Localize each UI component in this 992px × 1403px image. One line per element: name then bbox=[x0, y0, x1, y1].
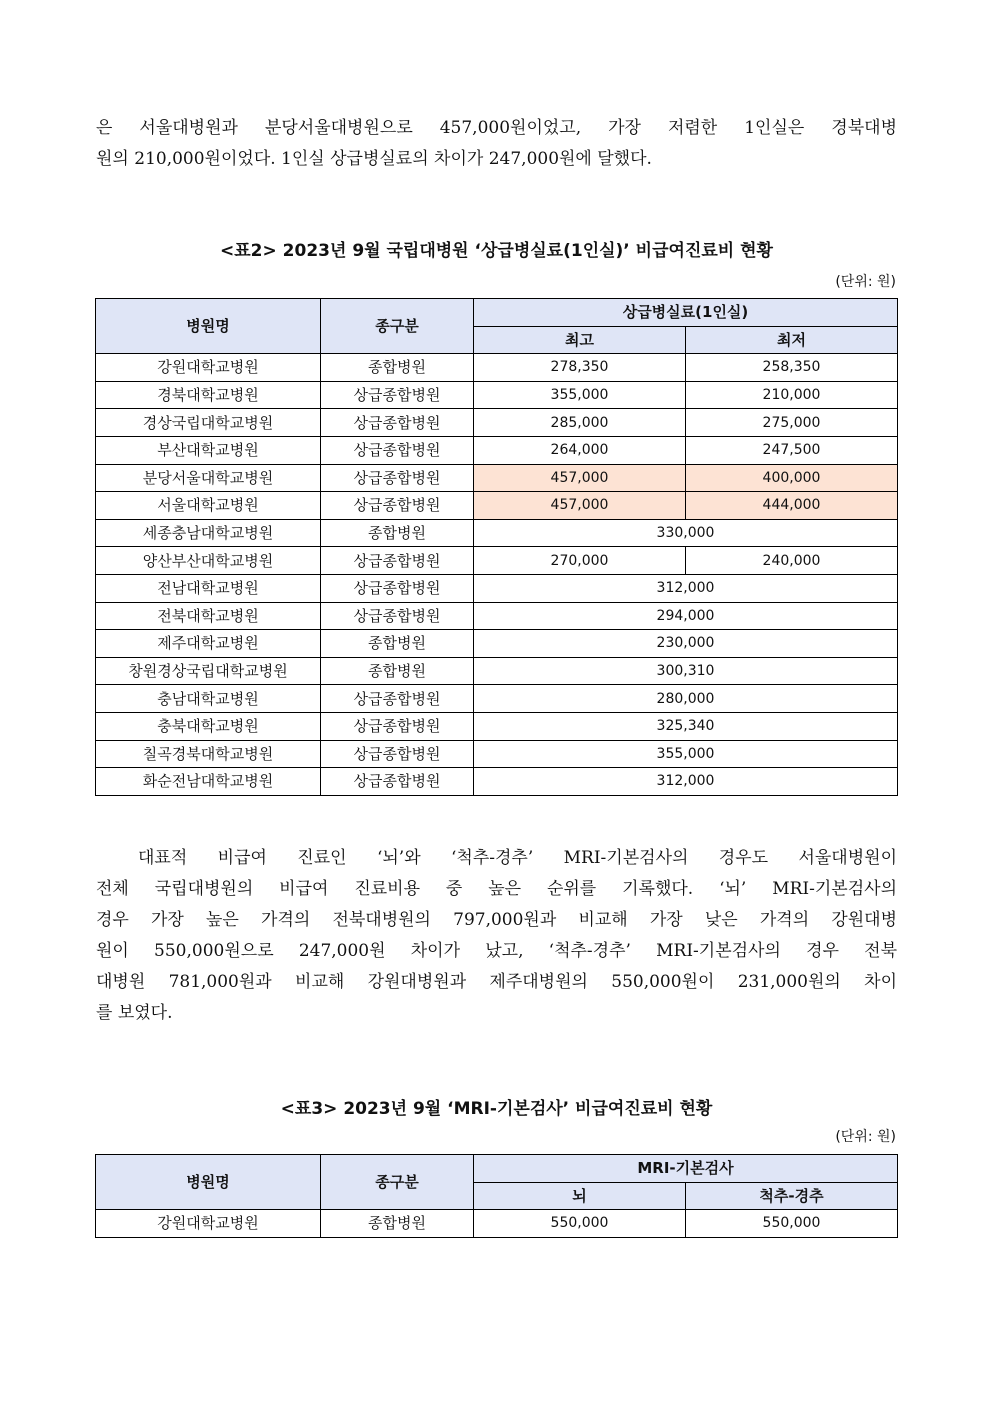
paragraph-line: 대표적 비급여 진료인 ‘뇌’와 ‘척추-경추’ MRI-기본검사의 경우도 서울대병원이 bbox=[96, 848, 897, 868]
hospital-name-cell: 경북대학교병원 bbox=[96, 381, 321, 409]
hospital-name-cell: 칠곡경북대학교병원 bbox=[96, 740, 321, 768]
hospital-type-cell: 상급종합병원 bbox=[321, 547, 474, 575]
hospital-type-cell: 종합병원 bbox=[321, 519, 474, 547]
table-row bbox=[96, 492, 898, 520]
fee-cell: 294,000 bbox=[474, 602, 898, 630]
fee-cell: 230,000 bbox=[474, 630, 898, 658]
table3-mri bbox=[95, 1154, 898, 1238]
table-row bbox=[96, 685, 898, 713]
min-fee-cell: 444,000 bbox=[686, 492, 898, 520]
table-row bbox=[96, 519, 898, 547]
hospital-type-cell: 상급종합병원 bbox=[321, 768, 474, 796]
table-row bbox=[96, 436, 898, 464]
table-row bbox=[96, 381, 898, 409]
fee-cell: 312,000 bbox=[474, 768, 898, 796]
header-min: 최저 bbox=[686, 326, 898, 354]
hospital-name-cell: 전북대학교병원 bbox=[96, 602, 321, 630]
table-row bbox=[96, 354, 898, 382]
header-spine: 척추-경추 bbox=[686, 1182, 898, 1210]
table-row bbox=[96, 712, 898, 740]
brain-fee-cell: 550,000 bbox=[474, 1210, 686, 1238]
table2-room-fee bbox=[95, 298, 898, 796]
table3-caption: <표3> 2023년 9월 ‘MRI-기본검사’ 비급여진료비 현황 bbox=[280, 1099, 713, 1119]
table-row bbox=[96, 547, 898, 575]
hospital-type-cell: 상급종합병원 bbox=[321, 436, 474, 464]
min-fee-cell: 400,000 bbox=[686, 464, 898, 492]
fee-cell: 330,000 bbox=[474, 519, 898, 547]
table-row bbox=[96, 740, 898, 768]
hospital-name-cell: 제주대학교병원 bbox=[96, 630, 321, 658]
hospital-type-cell: 상급종합병원 bbox=[321, 712, 474, 740]
table2-body bbox=[96, 354, 898, 796]
hospital-name-cell: 분당서울대학교병원 bbox=[96, 464, 321, 492]
header-type: 종구분 bbox=[321, 299, 474, 354]
fee-cell: 355,000 bbox=[474, 740, 898, 768]
hospital-name-cell: 부산대학교병원 bbox=[96, 436, 321, 464]
header-brain: 뇌 bbox=[474, 1182, 686, 1210]
table-row bbox=[96, 574, 898, 602]
hospital-name-cell: 충남대학교병원 bbox=[96, 685, 321, 713]
min-fee-cell: 275,000 bbox=[686, 409, 898, 437]
fee-cell: 312,000 bbox=[474, 574, 898, 602]
spine-fee-cell: 550,000 bbox=[686, 1210, 898, 1238]
max-fee-cell: 264,000 bbox=[474, 436, 686, 464]
paragraph-line: 전체 국립대병원의 비급여 진료비용 중 높은 순위를 기록했다. ‘뇌’ MRI-기본검사의 bbox=[96, 879, 897, 899]
hospital-type-cell: 상급종합병원 bbox=[321, 381, 474, 409]
max-fee-cell: 278,350 bbox=[474, 354, 686, 382]
min-fee-cell: 240,000 bbox=[686, 547, 898, 575]
hospital-name-cell: 양산부산대학교병원 bbox=[96, 547, 321, 575]
fee-cell: 300,310 bbox=[474, 657, 898, 685]
paragraph-line: 원의 210,000원이었다. 1인실 상급병실료의 차이가 247,000원에 달했다. bbox=[96, 149, 652, 169]
table2-unit: (단위: 원) bbox=[835, 274, 896, 290]
fee-cell: 280,000 bbox=[474, 685, 898, 713]
hospital-name-cell: 세종충남대학교병원 bbox=[96, 519, 321, 547]
table-row bbox=[96, 464, 898, 492]
table-row bbox=[96, 768, 898, 796]
hospital-name-cell: 강원대학교병원 bbox=[96, 1210, 321, 1238]
table2-caption: <표2> 2023년 9월 국립대병원 ‘상급병실료(1인실)’ 비급여진료비 현황 bbox=[220, 241, 773, 261]
table-row bbox=[96, 409, 898, 437]
table-row bbox=[96, 1210, 898, 1238]
mri-paragraph bbox=[96, 843, 897, 1029]
paragraph-line: 경우 가장 높은 가격의 전북대병원의 797,000원과 비교해 가장 낮은 가격의 강원대병 bbox=[96, 910, 897, 930]
hospital-type-cell: 종합병원 bbox=[321, 630, 474, 658]
hospital-type-cell: 상급종합병원 bbox=[321, 464, 474, 492]
table-row bbox=[96, 657, 898, 685]
intro-paragraph bbox=[96, 113, 897, 175]
hospital-type-cell: 상급종합병원 bbox=[321, 409, 474, 437]
hospital-name-cell: 강원대학교병원 bbox=[96, 354, 321, 382]
hospital-name-cell: 충북대학교병원 bbox=[96, 712, 321, 740]
max-fee-cell: 355,000 bbox=[474, 381, 686, 409]
header-hospital: 병원명 bbox=[96, 299, 321, 354]
min-fee-cell: 258,350 bbox=[686, 354, 898, 382]
hospital-name-cell: 화순전남대학교병원 bbox=[96, 768, 321, 796]
max-fee-cell: 270,000 bbox=[474, 547, 686, 575]
hospital-name-cell: 서울대학교병원 bbox=[96, 492, 321, 520]
table3-unit: (단위: 원) bbox=[835, 1129, 896, 1145]
hospital-type-cell: 종합병원 bbox=[321, 354, 474, 382]
table3-body bbox=[96, 1210, 898, 1238]
table-row bbox=[96, 630, 898, 658]
hospital-type-cell: 상급종합병원 bbox=[321, 602, 474, 630]
fee-cell: 325,340 bbox=[474, 712, 898, 740]
paragraph-line: 원이 550,000원으로 247,000원 차이가 났고, ‘척추-경추’ MRI-기본검사의 경우 전북 bbox=[96, 941, 897, 961]
hospital-type-cell: 상급종합병원 bbox=[321, 492, 474, 520]
paragraph-line: 를 보였다. bbox=[96, 1003, 173, 1023]
paragraph-line: 은 서울대병원과 분당서울대병원으로 457,000원이었고, 가장 저렴한 1인실은 경북대병 bbox=[96, 118, 897, 138]
max-fee-cell: 457,000 bbox=[474, 492, 686, 520]
header-hospital: 병원명 bbox=[96, 1155, 321, 1210]
hospital-name-cell: 전남대학교병원 bbox=[96, 574, 321, 602]
hospital-type-cell: 종합병원 bbox=[321, 657, 474, 685]
max-fee-cell: 285,000 bbox=[474, 409, 686, 437]
min-fee-cell: 210,000 bbox=[686, 381, 898, 409]
header-group: 상급병실료(1인실) bbox=[474, 299, 898, 327]
table-row bbox=[96, 602, 898, 630]
hospital-type-cell: 상급종합병원 bbox=[321, 574, 474, 602]
header-group: MRI-기본검사 bbox=[474, 1155, 898, 1183]
paragraph-line: 대병원 781,000원과 비교해 강원대병원과 제주대병원의 550,000원이 231,000원의 차이 bbox=[96, 972, 897, 992]
hospital-type-cell: 상급종합병원 bbox=[321, 685, 474, 713]
header-max: 최고 bbox=[474, 326, 686, 354]
hospital-name-cell: 경상국립대학교병원 bbox=[96, 409, 321, 437]
hospital-name-cell: 창원경상국립대학교병원 bbox=[96, 657, 321, 685]
hospital-type-cell: 상급종합병원 bbox=[321, 740, 474, 768]
min-fee-cell: 247,500 bbox=[686, 436, 898, 464]
header-type: 종구분 bbox=[321, 1155, 474, 1210]
max-fee-cell: 457,000 bbox=[474, 464, 686, 492]
hospital-type-cell: 종합병원 bbox=[321, 1210, 474, 1238]
